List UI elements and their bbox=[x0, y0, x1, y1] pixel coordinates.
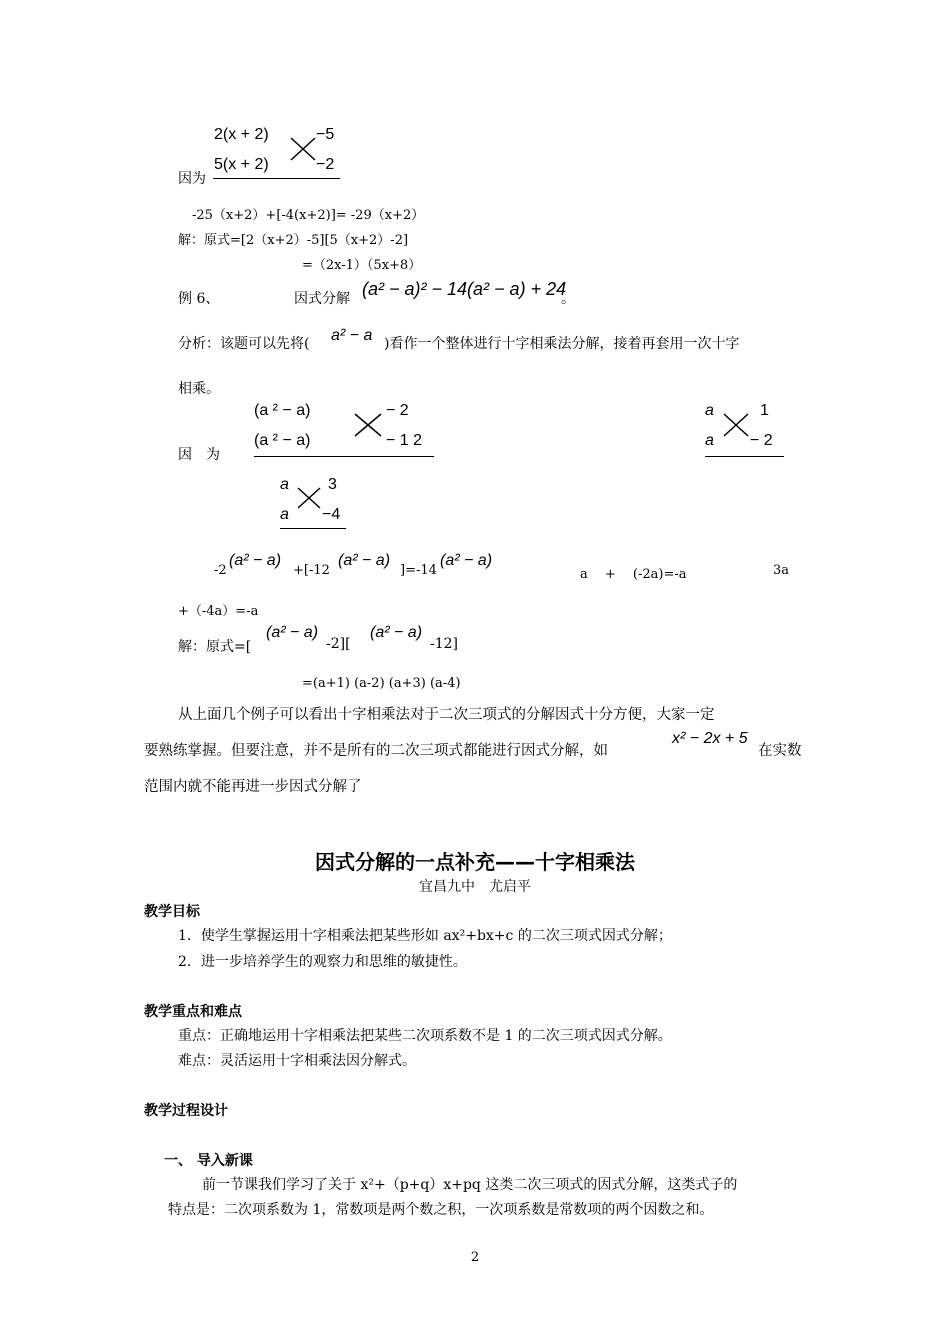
summary-line-3: 范围内就不能再进一步因式分解了 bbox=[144, 779, 362, 795]
key-heading: 教学重点和难点 bbox=[144, 1004, 242, 1020]
ex6-cross2-bottom-right: − 2 bbox=[750, 432, 773, 449]
ex5-result: =（2x-1）（5x+8） bbox=[302, 258, 422, 273]
ex6-cross1-top-left: (a ² − a) bbox=[254, 402, 311, 419]
goal-2: 2．进一步培养学生的观察力和思维的敏捷性。 bbox=[178, 954, 467, 970]
ex6-solution-middle: -2][ bbox=[326, 636, 351, 652]
ex5-cross-bottom-left: 5(x + 2) bbox=[214, 156, 269, 173]
ex6-check-end: ]=-14 bbox=[400, 563, 437, 578]
cross-mark-icon bbox=[291, 138, 317, 162]
ex6-analysis-expression: a² − a bbox=[331, 327, 373, 344]
ex6-cross1-bottom-right: − 1 2 bbox=[386, 432, 423, 449]
ex6-cross2-rule bbox=[705, 456, 784, 457]
ex6-analysis-end: )看作一个整体进行十字相乘法分解，接着再套用一次十字 bbox=[384, 336, 740, 352]
ex6-expression: (a² − a)² − 14(a² − a) + 24 bbox=[362, 279, 567, 299]
ex6-cross2-bottom-left: a bbox=[705, 432, 714, 449]
ex6-check-right-2: 3a bbox=[773, 563, 790, 578]
ex6-analysis-continue: 相乘。 bbox=[178, 381, 220, 397]
ex6-cross2-top-right: 1 bbox=[760, 402, 769, 419]
ex6-cross3-top-left: a bbox=[280, 476, 289, 493]
ex5-cross-top-left: 2(x + 2) bbox=[214, 126, 269, 143]
ex6-cross1-bottom-left: (a ² − a) bbox=[254, 432, 311, 449]
ex6-cross2-top-left: a bbox=[705, 402, 714, 419]
ex6-analysis-start: 分析：该题可以先将( bbox=[178, 336, 310, 352]
lesson-author: 宜昌九中 尤启平 bbox=[419, 879, 531, 895]
ex6-solution-end: -12] bbox=[430, 636, 459, 652]
ex5-cross-bottom-right: −2 bbox=[316, 156, 335, 173]
ex6-cross3-top-right: 3 bbox=[328, 476, 337, 493]
ex6-cross3-bottom-left: a bbox=[280, 506, 289, 523]
ex6-prompt: 因式分解 bbox=[294, 291, 350, 307]
ex5-solution: 解：原式=[2（x+2）-5][5（x+2）-2] bbox=[178, 233, 409, 248]
summary-line-2-end: 在实数 bbox=[758, 743, 802, 759]
summary-line-1: 从上面几个例子可以看出十字相乘法对于二次三项式的分解因式十分方便，大家一定 bbox=[178, 707, 715, 723]
ex6-label: 例 6、 bbox=[178, 291, 220, 307]
ex6-check-middle: +[-12 bbox=[293, 563, 330, 578]
ex6-check-expression-3: (a² − a) bbox=[440, 552, 493, 569]
ex6-check-line2: +（-4a）=-a bbox=[178, 604, 259, 619]
ex5-check: -25（x+2）+[-4(x+2)]= -29（x+2） bbox=[192, 208, 425, 223]
ex6-cross1-rule bbox=[254, 456, 434, 457]
intro-line-2: 特点是：二次项系数为 1，常数项是两个数之积，一次项系数是常数项的两个因数之和。 bbox=[168, 1202, 714, 1218]
ex6-check-right: a + (-2a)=-a bbox=[580, 567, 687, 582]
ex6-check-expression-1: (a² − a) bbox=[229, 552, 282, 569]
goal-1: 1．使学生掌握运用十字相乘法把某些形如 ax²+bx+c 的二次三项式因式分解； bbox=[178, 928, 672, 944]
ex6-because: 因 为 bbox=[178, 447, 220, 463]
summary-line-2: 要熟练掌握。但要注意，并不是所有的二次三项式都能进行因式分解，如 bbox=[144, 743, 608, 759]
ex5-cross-rule bbox=[213, 178, 340, 179]
ex5-because: 因为 bbox=[178, 171, 206, 187]
page-number: 2 bbox=[470, 1250, 480, 1265]
ex6-result: =(a+1) (a-2) (a+3) (a-4) bbox=[302, 676, 461, 691]
cross-mark-icon bbox=[355, 414, 383, 438]
ex6-solution-expression-2: (a² − a) bbox=[370, 624, 423, 641]
ex6-solution-start: 解：原式=[ bbox=[178, 639, 252, 655]
ex6-check-expression-2: (a² − a) bbox=[338, 552, 391, 569]
ex6-cross3-rule bbox=[280, 528, 346, 529]
lesson-title: 因式分解的一点补充——十字相乘法 bbox=[315, 850, 635, 874]
section-1-heading: 一、 导入新课 bbox=[164, 1153, 253, 1169]
process-heading: 教学过程设计 bbox=[144, 1103, 228, 1119]
goals-heading: 教学目标 bbox=[144, 904, 200, 920]
cross-mark-icon bbox=[724, 414, 750, 438]
intro-line-1: 前一节课我们学习了关于 x²+（p+q）x+pq 这类二次三项式的因式分解，这类式子的 bbox=[202, 1177, 738, 1193]
ex6-solution-expression-1: (a² − a) bbox=[266, 624, 319, 641]
summary-expression: x² − 2x + 5 bbox=[672, 730, 748, 747]
key-point: 重点：正确地运用十字相乘法把某些二次项系数不是 1 的二次三项式因式分解。 bbox=[178, 1028, 672, 1044]
ex5-cross-top-right: −5 bbox=[316, 126, 335, 143]
ex6-cross1-top-right: − 2 bbox=[386, 402, 409, 419]
ex6-period: 。 bbox=[561, 291, 575, 307]
ex6-cross3-bottom-right: −4 bbox=[322, 506, 341, 523]
cross-mark-icon bbox=[298, 488, 322, 510]
ex6-check-start: -2 bbox=[214, 563, 227, 578]
difficulty-point: 难点：灵活运用十字相乘法因分解式。 bbox=[178, 1053, 416, 1069]
